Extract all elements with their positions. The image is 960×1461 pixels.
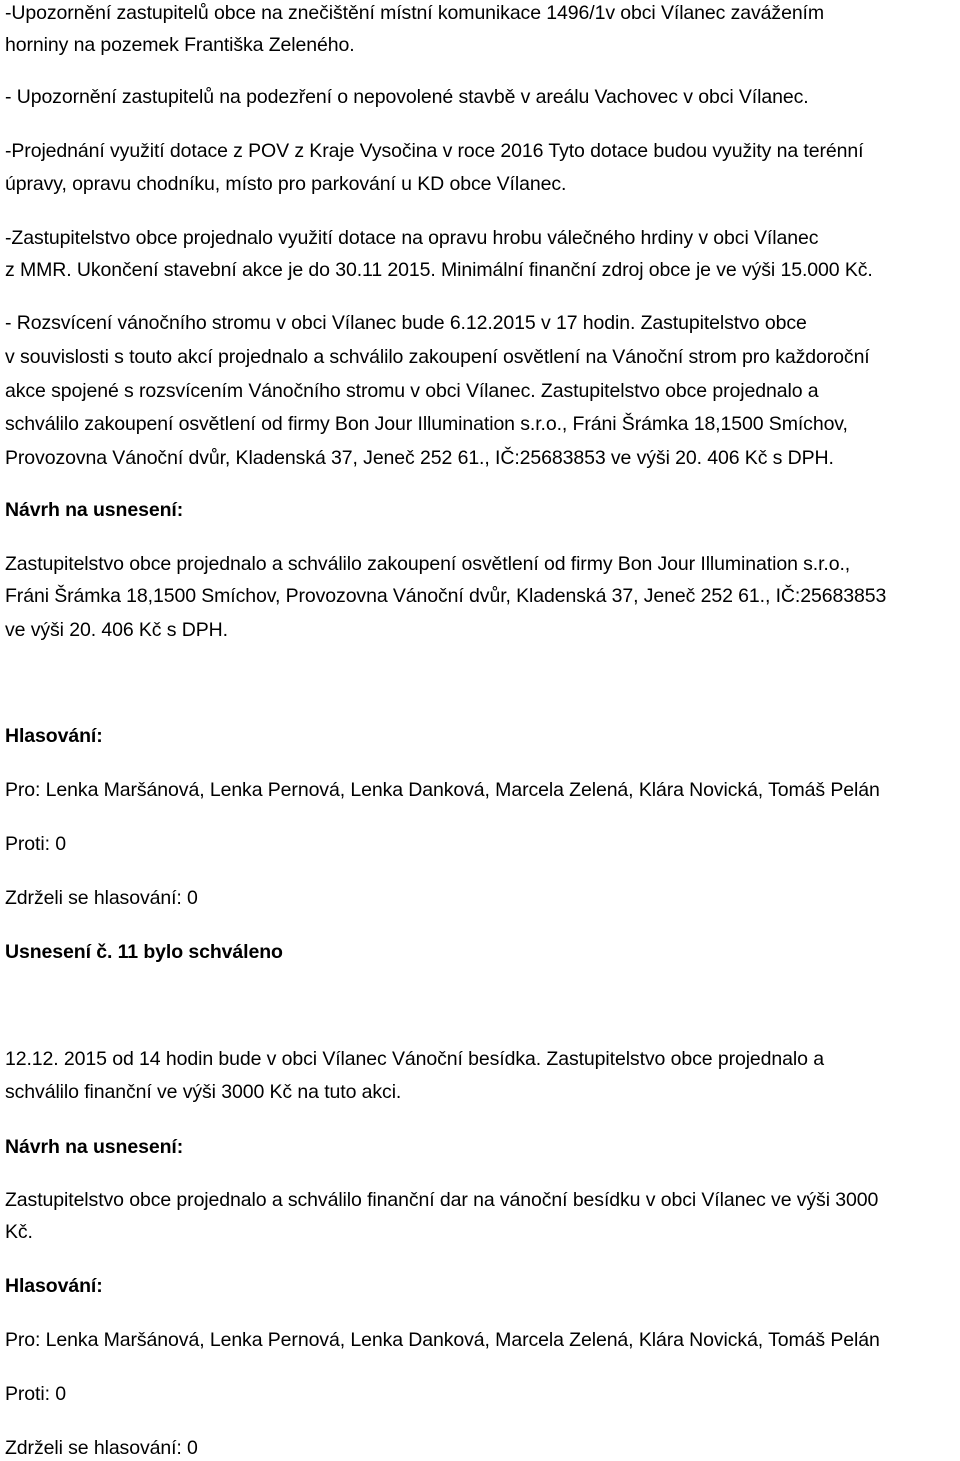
text-line: akce spojené s rozsvícením Vánočního stromu v obci Vílanec. Zastupitelstvo obce projednalo a (5, 380, 819, 402)
section-heading-voting: Hlasování: (5, 1275, 103, 1297)
section-heading-voting: Hlasování: (5, 725, 103, 747)
text-line: Zastupitelstvo obce projednalo a schválilo finanční dar na vánoční besídku v obci Vílanec ve výši 3000 (5, 1189, 879, 1211)
text-line: -Projednání využití dotace z POV z Kraje Vysočina v roce 2016 Tyto dotace budou využity na terénní (5, 140, 864, 162)
text-line: -Zastupitelstvo obce projednalo využití dotace na opravu hrobu válečného hrdiny v obci Vílanec (5, 227, 819, 249)
text-line: v souvislosti s touto akcí projednalo a schválilo zakoupení osvětlení na Vánoční strom pro každoroční (5, 346, 870, 368)
text-line: Provozovna Vánoční dvůr, Kladenská 37, Jeneč 252 61., IČ:25683853 ve výši 20. 406 Kč s DPH. (5, 447, 834, 469)
text-line: Zastupitelstvo obce projednalo a schválilo zakoupení osvětlení od firmy Bon Jour Illumination s.r.o., (5, 553, 851, 575)
text-line: Fráni Šrámka 18,1500 Smíchov, Provozovna Vánoční dvůr, Kladenská 37, Jeneč 252 61., IČ:25683853 (5, 585, 887, 607)
text-line: horniny na pozemek Františka Zeleného. (5, 34, 355, 56)
text-line: - Upozornění zastupitelů na podezření o nepovolené stavbě v areálu Vachovec v obci Vílanec. (5, 86, 809, 108)
votes-against: Proti: 0 (5, 833, 66, 855)
votes-for: Pro: Lenka Maršánová, Lenka Pernová, Lenka Danková, Marcela Zelená, Klára Novická, Tomáš Pelán (5, 1329, 880, 1351)
text-line: -Upozornění zastupitelů obce na znečištění místní komunikace 1496/1v obci Vílanec zavážením (5, 2, 825, 24)
section-heading-proposal: Návrh na usnesení: (5, 1136, 184, 1158)
text-line: 12.12. 2015 od 14 hodin bude v obci Vílanec Vánoční besídka. Zastupitelstvo obce projednalo a (5, 1048, 824, 1070)
votes-against: Proti: 0 (5, 1383, 66, 1405)
text-line: schválilo finanční ve výši 3000 Kč na tuto akci. (5, 1081, 402, 1103)
resolution-approved: Usnesení č. 11 bylo schváleno (5, 941, 283, 963)
text-line: ve výši 20. 406 Kč s DPH. (5, 619, 228, 641)
text-line: schválilo zakoupení osvětlení od firmy Bon Jour Illumination s.r.o., Fráni Šrámka 18,1500 Smíchov, (5, 413, 848, 435)
votes-abstained: Zdrželi se hlasování: 0 (5, 1437, 198, 1459)
text-line: úpravy, opravu chodníku, místo pro parkování u KD obce Vílanec. (5, 173, 567, 195)
text-line: z MMR. Ukončení stavební akce je do 30.11 2015. Minimální finanční zdroj obce je ve výši 15.000 Kč. (5, 259, 873, 281)
votes-abstained: Zdrželi se hlasování: 0 (5, 887, 198, 909)
text-line: Kč. (5, 1221, 33, 1243)
text-line: - Rozsvícení vánočního stromu v obci Vílanec bude 6.12.2015 v 17 hodin. Zastupitelstvo obce (5, 312, 807, 334)
section-heading-proposal: Návrh na usnesení: (5, 499, 184, 521)
votes-for: Pro: Lenka Maršánová, Lenka Pernová, Lenka Danková, Marcela Zelená, Klára Novická, Tomáš Pelán (5, 779, 880, 801)
